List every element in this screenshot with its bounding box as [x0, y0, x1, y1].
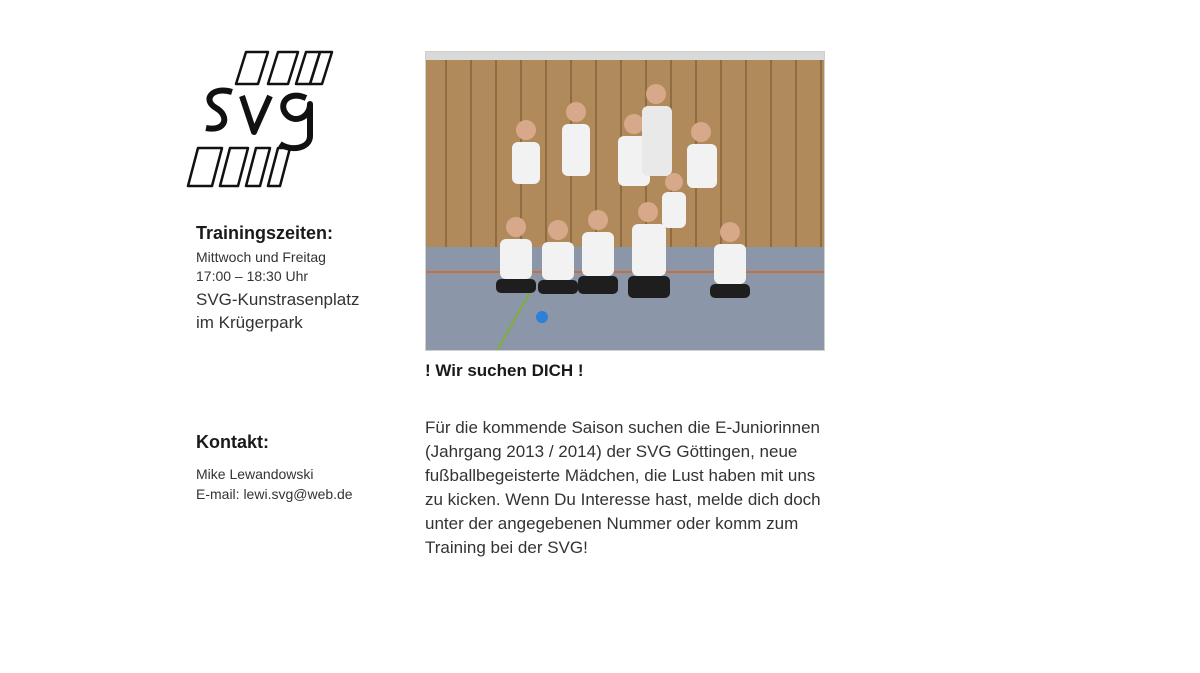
contact-name: Mike Lewandowski	[196, 466, 314, 482]
call-to-action-heading: ! Wir suchen DICH !	[425, 361, 584, 380]
contact-email: E-mail: lewi.svg@web.de	[196, 486, 353, 502]
contact-heading: Kontakt:	[196, 432, 269, 452]
body-line: unter der angegebenen Nummer oder komm zum	[425, 514, 799, 533]
training-time: 17:00 – 18:30 Uhr	[196, 268, 309, 284]
recruitment-text	[425, 416, 895, 560]
body-line: fußballbegeisterte Mädchen, die Lust haben mit uns	[425, 466, 816, 485]
svg-club-logo	[186, 48, 336, 188]
body-line: Für die kommende Saison suchen die E-Juniorinnen	[425, 418, 821, 437]
body-line: (Jahrgang 2013 / 2014) der SVG Göttingen, neue	[425, 442, 798, 461]
training-heading: Trainingszeiten:	[196, 223, 334, 243]
body-line: zu kicken. Wenn Du Interesse hast, melde dich doch	[425, 490, 821, 509]
body-line: Training bei der SVG!	[425, 538, 588, 557]
training-place-line2: im Krügerpark	[196, 313, 303, 332]
team-photo	[425, 51, 825, 351]
training-place-line1: SVG-Kunstrasenplatz	[196, 290, 360, 309]
svg-logo-icon	[186, 48, 336, 188]
training-days: Mittwoch und Freitag	[196, 249, 326, 265]
